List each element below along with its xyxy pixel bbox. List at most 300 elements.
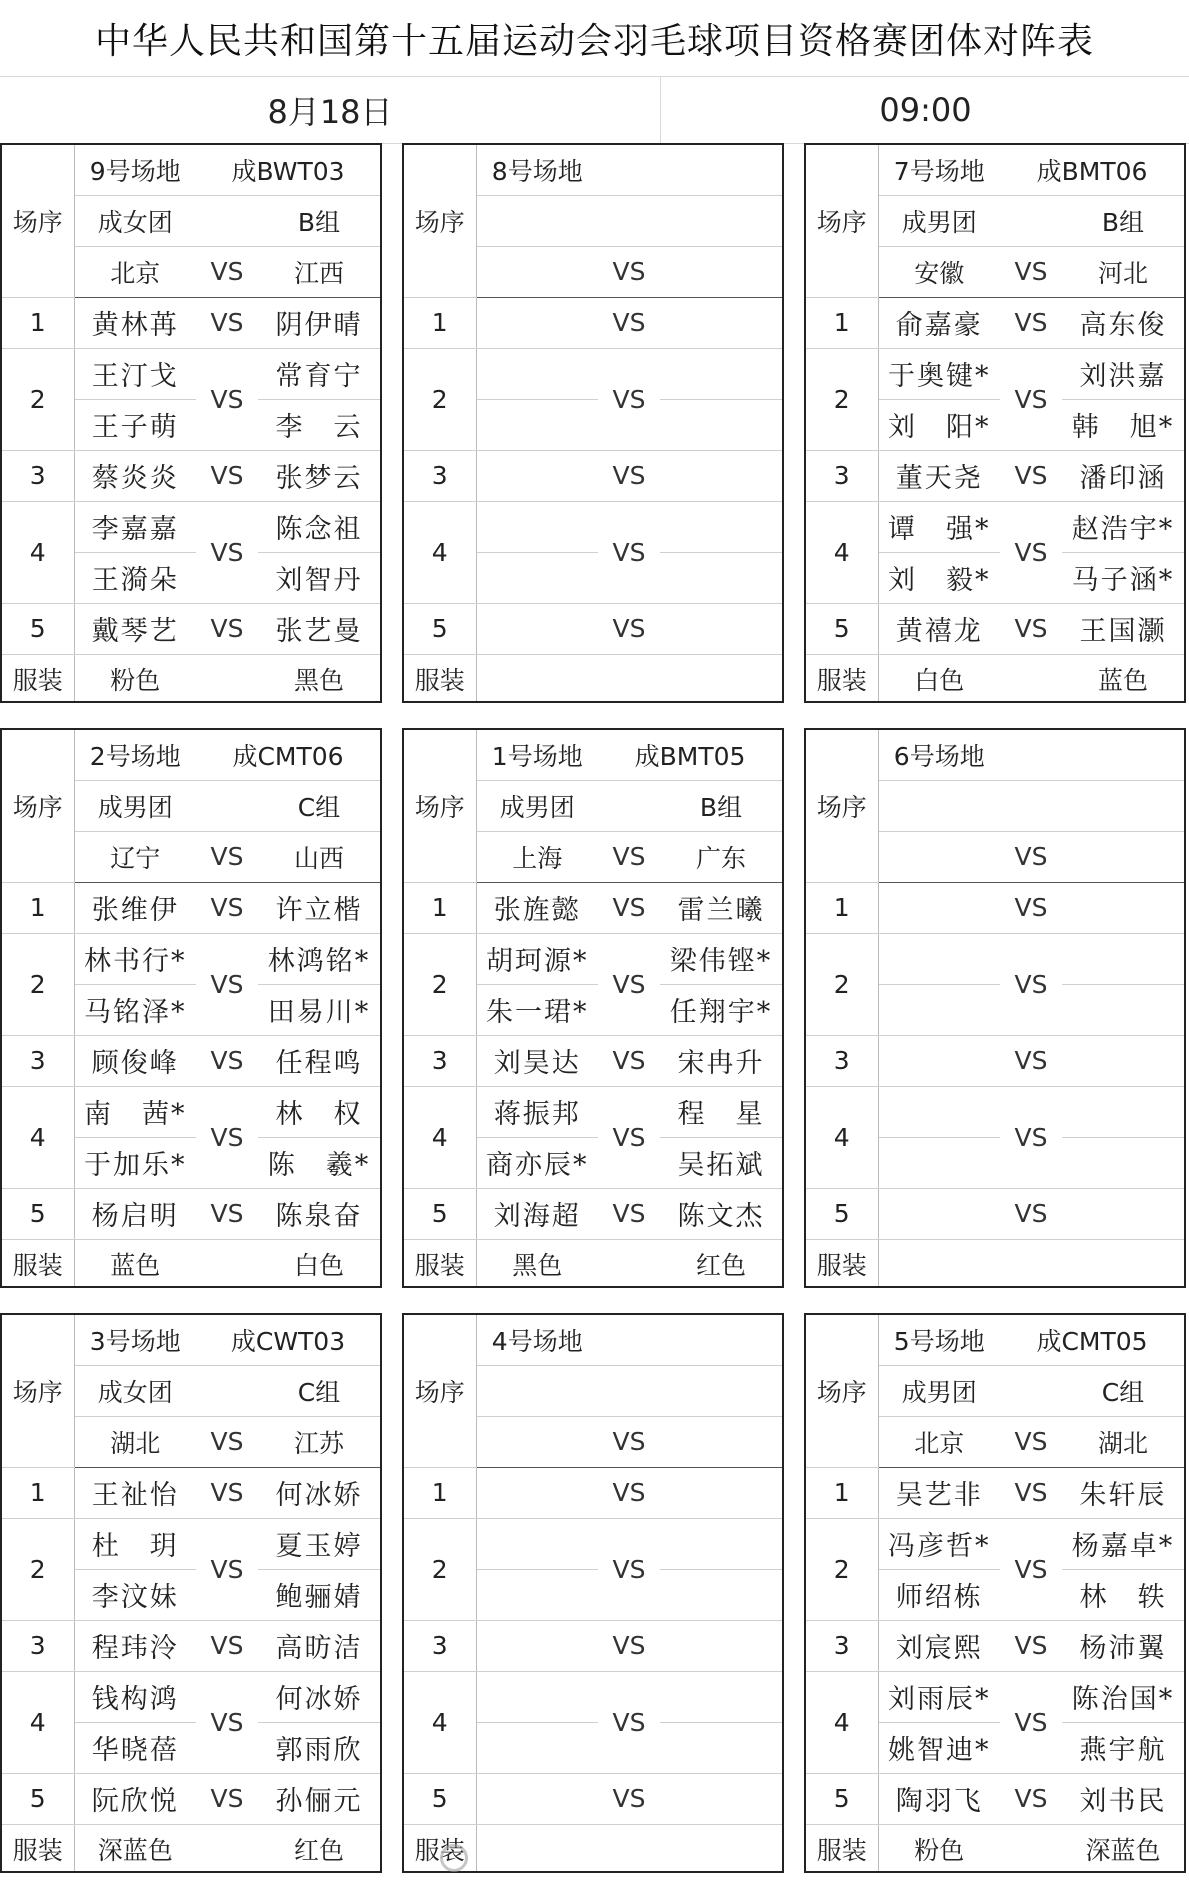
outfit-b: [1062, 1239, 1184, 1288]
player-b-r5: 陈泉奋: [258, 1188, 380, 1239]
player-a2-r4: 王漪朵: [74, 552, 196, 603]
player-b1-r2: 夏玉婷: [258, 1518, 380, 1569]
seq-3: 3: [2, 1035, 74, 1086]
team-b: 湖北: [1062, 1416, 1184, 1467]
player-b-r5: 刘书民: [1062, 1773, 1184, 1824]
player-a1-r4: [476, 1671, 598, 1722]
vs-label: VS: [598, 933, 660, 1035]
outfit-header: 服装: [2, 654, 74, 703]
player-b1-r4: 陈念祖: [258, 501, 380, 552]
vs-label: VS: [1000, 933, 1062, 1035]
player-a1-r4: 钱构鸿: [74, 1671, 196, 1722]
outfit-header: 服装: [806, 654, 878, 703]
court-card-5: [402, 728, 784, 1288]
player-b2-r4: 郭雨欣: [258, 1722, 380, 1773]
match-code: 成BMT06: [1000, 145, 1184, 195]
vs-label: VS: [598, 1416, 660, 1467]
seq-4: 4: [806, 501, 878, 603]
player-a2-r4: 于加乐*: [74, 1137, 196, 1188]
player-a-r3: 蔡炎炎: [74, 450, 196, 501]
player-b-r1: [660, 297, 782, 348]
team-b: 江西: [258, 246, 380, 297]
vs-label: VS: [196, 1620, 258, 1671]
seq-1: 1: [404, 1467, 476, 1518]
outfit-header: 服装: [404, 1824, 476, 1873]
team-a: 湖北: [74, 1416, 196, 1467]
player-b2-r2: [660, 1569, 782, 1620]
seq-header: 场序: [2, 730, 74, 882]
player-b2-r4: 陈 羲*: [258, 1137, 380, 1188]
outfit-a: 白色: [914, 666, 965, 696]
player-a1-r2: 杜 玥: [74, 1518, 196, 1569]
seq-2: 2: [806, 933, 878, 1035]
seq-header: 场序: [806, 1315, 878, 1467]
player-b2-r4: 燕宇航: [1062, 1722, 1184, 1773]
player-a1-r2: [878, 933, 1000, 984]
team-a: 安徽: [878, 246, 1000, 297]
player-a-r1: 吴艺非: [878, 1467, 1000, 1518]
court-venue: 8号场地: [476, 145, 598, 195]
vs-label: VS: [196, 450, 258, 501]
seq-2: 2: [404, 1518, 476, 1620]
player-b1-r2: 林鸿铭*: [258, 933, 380, 984]
seq-3: 3: [404, 1035, 476, 1086]
group-name: [1062, 780, 1184, 831]
player-b2-r2: 李 云: [258, 399, 380, 450]
player-a1-r4: [878, 1086, 1000, 1137]
vs-label: VS: [1000, 1188, 1062, 1239]
outfit-a: [878, 1239, 1000, 1288]
outfit-header: 服装: [806, 1824, 878, 1873]
outfit-header: 服装: [404, 654, 476, 703]
seq-2: 2: [2, 933, 74, 1035]
seq-1: 1: [2, 297, 74, 348]
vs-label: VS: [196, 1035, 258, 1086]
vs-label: VS: [196, 933, 258, 1035]
seq-1: 1: [404, 882, 476, 933]
team-a: [476, 246, 598, 297]
vs-label: VS: [598, 1620, 660, 1671]
player-a1-r2: [476, 1518, 598, 1569]
player-b2-r4: 吴拓斌: [660, 1137, 782, 1188]
outfit-header: 服装: [2, 1239, 74, 1288]
vs-label: VS: [196, 501, 258, 603]
player-a-r3: 刘昊达: [476, 1035, 598, 1086]
match-code: [598, 1315, 782, 1365]
seq-5: 5: [806, 603, 878, 654]
player-a1-r4: 刘雨辰*: [878, 1671, 1000, 1722]
player-a-r3: 刘宸熙: [878, 1620, 1000, 1671]
player-b-r3: 张梦云: [258, 450, 380, 501]
match-code: [1000, 730, 1184, 780]
vs-label: VS: [196, 297, 258, 348]
group-name: [660, 1365, 782, 1416]
player-b1-r4: 林 权: [258, 1086, 380, 1137]
player-a-r1: 张旌懿: [476, 882, 598, 933]
team-b: 河北: [1062, 246, 1184, 297]
vs-label: VS: [196, 1467, 258, 1518]
player-b-r3: 潘印涵: [1062, 450, 1184, 501]
player-a2-r4: [476, 552, 598, 603]
team-a: [878, 831, 1000, 882]
player-b-r1: 何冰娇: [258, 1467, 380, 1518]
group-name: C组: [258, 1365, 380, 1416]
event-name: 成女团: [74, 195, 196, 246]
player-b2-r2: [1062, 984, 1184, 1035]
vs-label: VS: [196, 882, 258, 933]
outfit-b: 红色: [293, 1836, 344, 1866]
vs-label: VS: [598, 831, 660, 882]
player-a-r1: [878, 882, 1000, 933]
player-b-r3: [660, 450, 782, 501]
vs-label: VS: [1000, 1467, 1062, 1518]
match-code: 成BMT05: [598, 730, 782, 780]
match-code: 成CWT03: [196, 1315, 380, 1365]
seq-4: 4: [806, 1086, 878, 1188]
seq-3: 3: [806, 450, 878, 501]
vs-label: VS: [598, 1035, 660, 1086]
player-a2-r2: [878, 984, 1000, 1035]
player-a-r1: 王祉怡: [74, 1467, 196, 1518]
court-card-1: [0, 143, 382, 703]
player-a2-r4: 刘 毅*: [878, 552, 1000, 603]
player-b-r5: 孙俪元: [258, 1773, 380, 1824]
vs-label: VS: [196, 1416, 258, 1467]
court-card-6: [804, 728, 1186, 1288]
outfit-a: 黑色: [512, 1251, 563, 1281]
player-b2-r2: 鲍骊婧: [258, 1569, 380, 1620]
player-a2-r2: [476, 1569, 598, 1620]
group-name: B组: [1062, 195, 1184, 246]
player-b-r3: [660, 1620, 782, 1671]
vs-label: VS: [598, 1518, 660, 1620]
player-a-r5: 刘海超: [476, 1188, 598, 1239]
player-b2-r2: 任翔宇*: [660, 984, 782, 1035]
player-a2-r4: 商亦辰*: [476, 1137, 598, 1188]
court-venue: 9号场地: [74, 145, 196, 195]
player-b-r3: 宋冉升: [660, 1035, 782, 1086]
schedule-dateline: [0, 76, 1189, 144]
vs-label: VS: [196, 348, 258, 450]
seq-5: 5: [404, 1773, 476, 1824]
vs-label: VS: [1000, 1518, 1062, 1620]
player-b1-r4: [660, 501, 782, 552]
seq-1: 1: [2, 882, 74, 933]
outfit-b: 红色: [695, 1251, 746, 1281]
vs-label: VS: [598, 1086, 660, 1188]
group-name: C组: [258, 780, 380, 831]
player-b2-r4: 刘智丹: [258, 552, 380, 603]
vs-label: VS: [1000, 603, 1062, 654]
court-venue: 4号场地: [476, 1315, 598, 1365]
court-card-3: [804, 143, 1186, 703]
group-name: B组: [258, 195, 380, 246]
player-a-r1: 张维伊: [74, 882, 196, 933]
vs-label: VS: [196, 1518, 258, 1620]
player-a-r5: [878, 1188, 1000, 1239]
vs-label: VS: [598, 450, 660, 501]
player-a-r1: 俞嘉豪: [878, 297, 1000, 348]
seq-header: 场序: [2, 145, 74, 297]
player-a-r3: 顾俊峰: [74, 1035, 196, 1086]
match-code: 成CMT06: [196, 730, 380, 780]
seq-4: 4: [404, 501, 476, 603]
court-venue: 6号场地: [878, 730, 1000, 780]
player-a2-r4: 姚智迪*: [878, 1722, 1000, 1773]
vs-label: VS: [598, 297, 660, 348]
court-card-8: [402, 1313, 784, 1873]
seq-1: 1: [806, 1467, 878, 1518]
team-a: [476, 1416, 598, 1467]
player-a2-r2: [476, 399, 598, 450]
event-name: [476, 195, 598, 246]
player-b1-r2: 刘洪嘉: [1062, 348, 1184, 399]
player-b1-r2: [1062, 933, 1184, 984]
outfit-a: 蓝色: [110, 1251, 161, 1281]
seq-1: 1: [2, 1467, 74, 1518]
player-b-r1: 朱轩辰: [1062, 1467, 1184, 1518]
player-a1-r2: 王汀戈: [74, 348, 196, 399]
player-b-r3: 杨沛翼: [1062, 1620, 1184, 1671]
court-card-9: [804, 1313, 1186, 1873]
vs-label: VS: [1000, 297, 1062, 348]
team-a: 北京: [878, 1416, 1000, 1467]
outfit-a: 粉色: [914, 1836, 965, 1866]
player-b1-r4: 陈治国*: [1062, 1671, 1184, 1722]
vs-label: VS: [1000, 1773, 1062, 1824]
player-b-r5: 陈文杰: [660, 1188, 782, 1239]
player-b2-r2: 田易川*: [258, 984, 380, 1035]
player-a-r5: 陶羽飞: [878, 1773, 1000, 1824]
court-venue: 3号场地: [74, 1315, 196, 1365]
seq-5: 5: [806, 1188, 878, 1239]
player-b-r1: 许立楷: [258, 882, 380, 933]
player-a1-r4: [476, 501, 598, 552]
seq-2: 2: [404, 933, 476, 1035]
player-a2-r4: [878, 1137, 1000, 1188]
player-a-r3: 董天尧: [878, 450, 1000, 501]
seq-2: 2: [2, 1518, 74, 1620]
seq-4: 4: [404, 1086, 476, 1188]
outfit-a: 深蓝色: [97, 1836, 173, 1866]
vs-label: VS: [1000, 882, 1062, 933]
player-b2-r4: [660, 1722, 782, 1773]
seq-header: 场序: [404, 1315, 476, 1467]
seq-3: 3: [806, 1035, 878, 1086]
team-a: 北京: [74, 246, 196, 297]
player-a-r3: [878, 1035, 1000, 1086]
player-b-r1: 雷兰曦: [660, 882, 782, 933]
seq-header: 场序: [806, 145, 878, 297]
vs-label: VS: [1000, 1035, 1062, 1086]
player-b1-r4: 何冰娇: [258, 1671, 380, 1722]
seq-1: 1: [806, 882, 878, 933]
player-b1-r2: 杨嘉卓*: [1062, 1518, 1184, 1569]
team-b: [1062, 831, 1184, 882]
team-b: 广东: [660, 831, 782, 882]
player-b2-r2: [660, 399, 782, 450]
vs-label: VS: [1000, 348, 1062, 450]
seq-3: 3: [2, 450, 74, 501]
player-a1-r2: 冯彦哲*: [878, 1518, 1000, 1569]
player-a1-r4: 李嘉嘉: [74, 501, 196, 552]
seq-4: 4: [806, 1671, 878, 1773]
player-a1-r2: [476, 348, 598, 399]
player-a-r1: [476, 297, 598, 348]
seq-3: 3: [404, 450, 476, 501]
player-a-r5: [476, 1773, 598, 1824]
court-card-7: [0, 1313, 382, 1873]
player-b-r5: [1062, 1188, 1184, 1239]
vs-label: VS: [598, 882, 660, 933]
seq-header: 场序: [404, 145, 476, 297]
event-name: 成男团: [878, 1365, 1000, 1416]
player-b2-r2: 林 轶: [1062, 1569, 1184, 1620]
team-a: 辽宁: [74, 831, 196, 882]
player-b-r5: [660, 603, 782, 654]
seq-5: 5: [404, 1188, 476, 1239]
seq-2: 2: [806, 1518, 878, 1620]
player-b-r1: 阴伊晴: [258, 297, 380, 348]
vs-label: VS: [598, 246, 660, 297]
team-a: 上海: [476, 831, 598, 882]
player-a-r1: 黄林苒: [74, 297, 196, 348]
vs-label: VS: [598, 1773, 660, 1824]
player-a2-r2: 李汶妹: [74, 1569, 196, 1620]
group-name: B组: [660, 780, 782, 831]
player-a-r3: [476, 1620, 598, 1671]
seq-5: 5: [2, 603, 74, 654]
player-b-r1: [660, 1467, 782, 1518]
player-b-r5: 张艺曼: [258, 603, 380, 654]
player-b1-r2: [660, 1518, 782, 1569]
seq-4: 4: [404, 1671, 476, 1773]
player-a1-r2: 林书行*: [74, 933, 196, 984]
team-b: 山西: [258, 831, 380, 882]
seq-header: 场序: [404, 730, 476, 882]
seq-header: 场序: [2, 1315, 74, 1467]
player-a1-r2: 于奥键*: [878, 348, 1000, 399]
court-venue: 5号场地: [878, 1315, 1000, 1365]
team-b: 江苏: [258, 1416, 380, 1467]
court-card-4: [0, 728, 382, 1288]
seq-2: 2: [806, 348, 878, 450]
player-a-r3: [476, 450, 598, 501]
match-code: 成BWT03: [196, 145, 380, 195]
player-a2-r2: 师绍栋: [878, 1569, 1000, 1620]
player-a2-r4: 华晓蓓: [74, 1722, 196, 1773]
player-a-r5: 戴琴艺: [74, 603, 196, 654]
match-code: [598, 145, 782, 195]
vs-label: VS: [196, 1086, 258, 1188]
court-card-2: [402, 143, 784, 703]
player-b2-r4: 马子涵*: [1062, 552, 1184, 603]
vs-label: VS: [1000, 450, 1062, 501]
outfit-a: 粉色: [110, 666, 161, 696]
player-b-r3: 高昉洁: [258, 1620, 380, 1671]
event-name: 成男团: [74, 780, 196, 831]
player-b-r3: 任程鸣: [258, 1035, 380, 1086]
outfit-header: 服装: [404, 1239, 476, 1288]
group-name: [660, 195, 782, 246]
court-venue: 1号场地: [476, 730, 598, 780]
player-a-r5: 阮欣悦: [74, 1773, 196, 1824]
weibo-watermark-icon: [440, 1844, 468, 1872]
player-a1-r4: 南 茜*: [74, 1086, 196, 1137]
outfit-header: 服装: [2, 1824, 74, 1873]
player-b-r3: [1062, 1035, 1184, 1086]
player-a-r5: 杨启明: [74, 1188, 196, 1239]
outfit-b: 黑色: [293, 666, 344, 696]
vs-label: VS: [196, 1671, 258, 1773]
match-date: 8月18日: [267, 93, 393, 131]
vs-label: VS: [1000, 246, 1062, 297]
vs-label: VS: [1000, 1671, 1062, 1773]
court-venue: 2号场地: [74, 730, 196, 780]
event-name: [878, 780, 1000, 831]
vs-label: VS: [598, 348, 660, 450]
outfit-b: [660, 654, 782, 703]
event-name: 成女团: [74, 1365, 196, 1416]
seq-3: 3: [404, 1620, 476, 1671]
outfit-header: 服装: [806, 1239, 878, 1288]
player-a2-r2: 刘 阳*: [878, 399, 1000, 450]
match-code: 成CMT05: [1000, 1315, 1184, 1365]
seq-5: 5: [2, 1188, 74, 1239]
player-b1-r2: 梁伟铿*: [660, 933, 782, 984]
vs-label: VS: [196, 831, 258, 882]
event-name: 成男团: [476, 780, 598, 831]
player-a-r1: [476, 1467, 598, 1518]
vs-label: VS: [598, 1671, 660, 1773]
seq-4: 4: [2, 1671, 74, 1773]
player-b1-r4: 程 星: [660, 1086, 782, 1137]
vs-label: VS: [1000, 1086, 1062, 1188]
outfit-b: 深蓝色: [1085, 1836, 1161, 1866]
event-name: 成男团: [878, 195, 1000, 246]
vs-label: VS: [1000, 831, 1062, 882]
vs-label: VS: [1000, 1620, 1062, 1671]
vs-label: VS: [1000, 501, 1062, 603]
team-b: [660, 1416, 782, 1467]
vs-label: VS: [196, 1188, 258, 1239]
seq-header: 场序: [806, 730, 878, 882]
seq-5: 5: [2, 1773, 74, 1824]
player-b-r1: 高东俊: [1062, 297, 1184, 348]
court-venue: 7号场地: [878, 145, 1000, 195]
player-b1-r4: [660, 1671, 782, 1722]
watermark: [440, 1838, 740, 1878]
player-b2-r2: 韩 旭*: [1062, 399, 1184, 450]
player-a-r3: 程玮泠: [74, 1620, 196, 1671]
seq-4: 4: [2, 1086, 74, 1188]
player-a1-r2: 胡珂源*: [476, 933, 598, 984]
team-b: [660, 246, 782, 297]
vs-label: VS: [598, 1188, 660, 1239]
player-a2-r2: 朱一珺*: [476, 984, 598, 1035]
player-a2-r2: 王子萌: [74, 399, 196, 450]
player-b-r5: [660, 1773, 782, 1824]
player-b1-r4: 赵浩宇*: [1062, 501, 1184, 552]
player-a-r5: 黄禧龙: [878, 603, 1000, 654]
group-name: C组: [1062, 1365, 1184, 1416]
match-time: 09:00: [660, 77, 1189, 143]
vs-label: VS: [196, 603, 258, 654]
vs-label: VS: [196, 246, 258, 297]
event-name: [476, 1365, 598, 1416]
outfit-a: [476, 654, 598, 703]
seq-1: 1: [404, 297, 476, 348]
